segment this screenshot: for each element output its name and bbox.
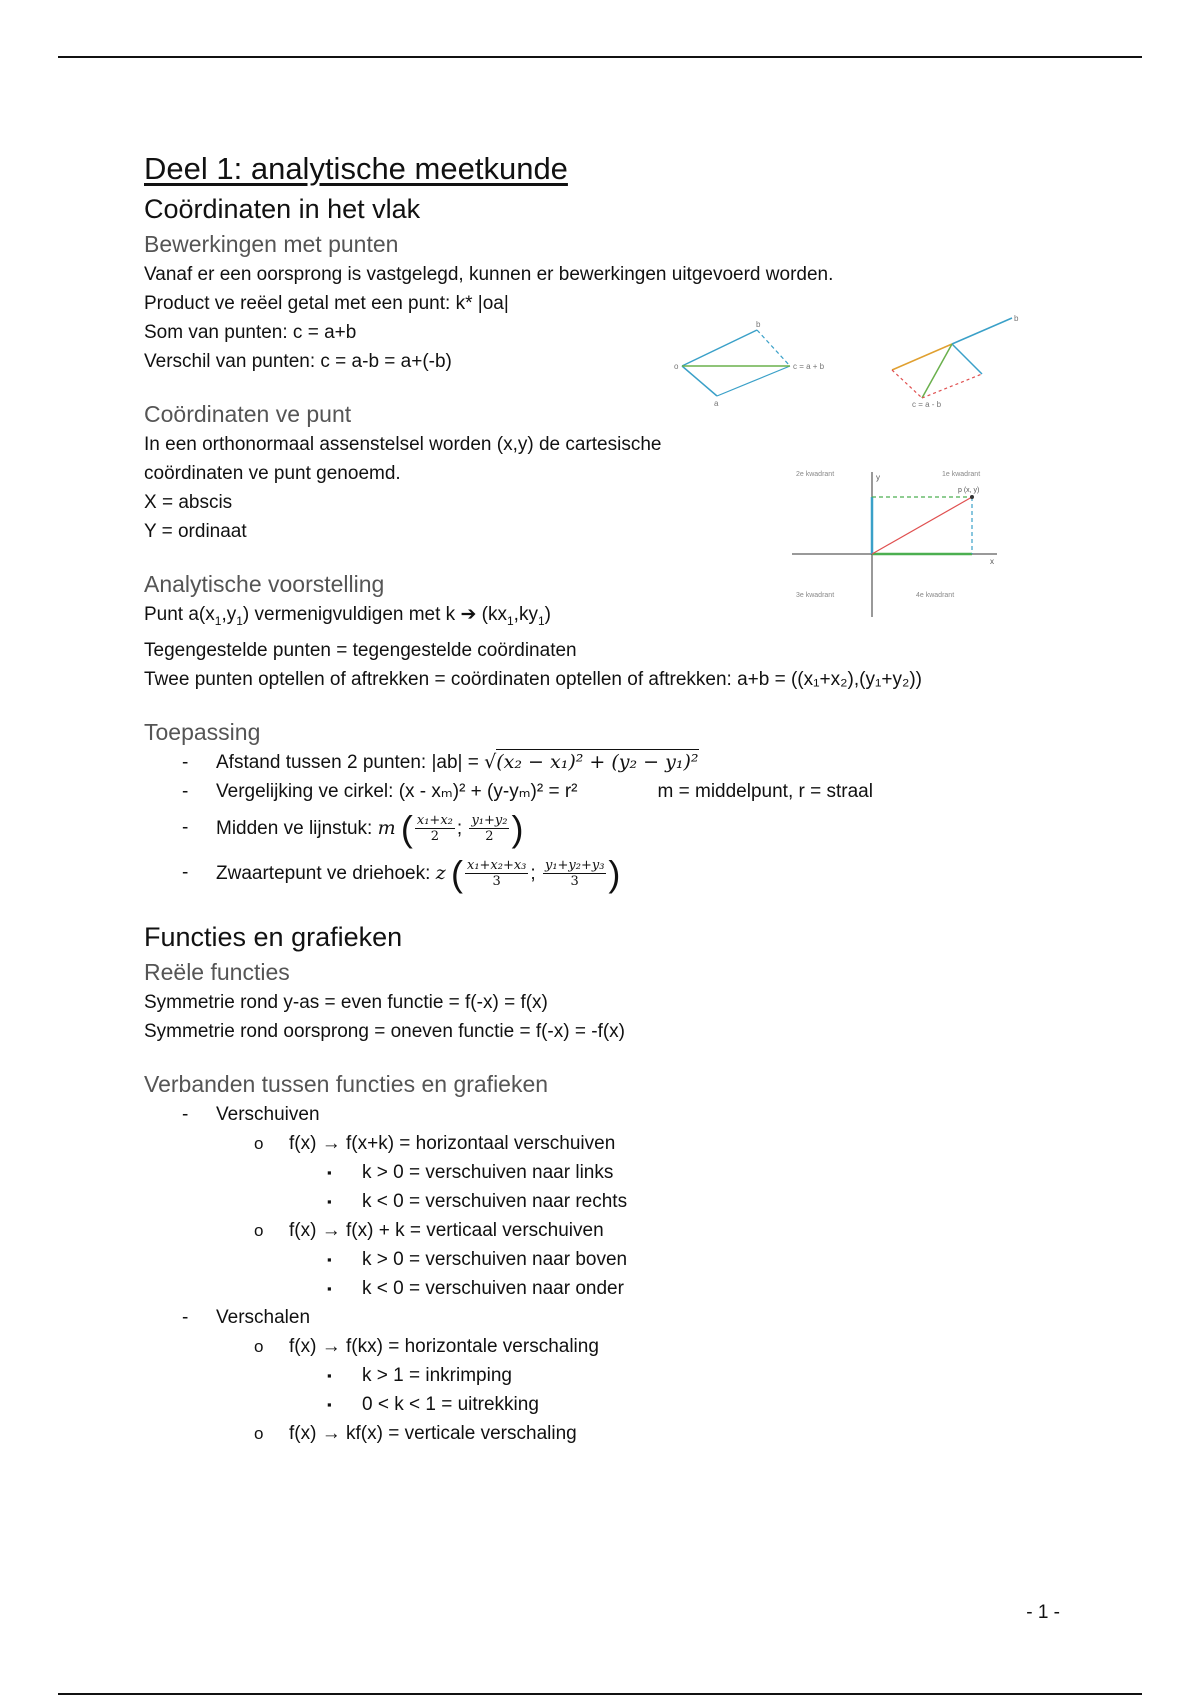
header-rule xyxy=(58,56,1142,58)
list-item-zwaartepunt: - Zwaartepunt ve driehoek: z ( $\frac{\text{x₁+x₂+x₃}}{3}$ ; $\frac{\text{y₁+y₂+y₃}}{3}$ ) xyxy=(144,851,1104,896)
text-line: Symmetrie rond y-as = even functie = f(-x) = f(x) xyxy=(144,991,548,1013)
dashed-line xyxy=(892,370,922,398)
fig-label: b xyxy=(1014,314,1019,323)
list-item: ▪ k < 0 = verschuiven naar onder xyxy=(144,1274,1104,1303)
list-item-afstand: - Afstand tussen 2 punten: |ab| = √(x₂ − x₁)² + (y₂ − y₁)² xyxy=(144,748,1104,777)
text-line: Twee punten optellen of aftrekken = coördinaten optellen of aftrekken: a+b = ((x₁+x₂),(y₁+y₂)) xyxy=(144,668,922,690)
text-line: In een orthonormaal assenstelsel worden (x,y) de cartesische xyxy=(144,434,662,455)
subheading-analytische-voorstelling: Analytische voorstelling xyxy=(144,571,385,597)
dashed-line xyxy=(922,374,982,398)
subheading-bewerkingen: Bewerkingen met punten xyxy=(144,231,399,257)
list-item: ▪ k > 0 = verschuiven naar links xyxy=(144,1158,1104,1187)
list-item: o f(x) → f(x+k) = horizontaal verschuiven xyxy=(144,1129,1104,1158)
subheading-reele-functies: Reële functies xyxy=(144,958,290,985)
text-line: Product ve reëel getal met een punt: k* |oa| xyxy=(144,293,509,314)
toepassing-list xyxy=(144,748,1104,896)
vector-line xyxy=(682,366,717,396)
fig-label: a xyxy=(714,399,719,408)
list-item: o f(x) → f(x) + k = verticaal verschuiven xyxy=(144,1216,1104,1245)
quadrant-label: 3e kwadrant xyxy=(796,592,835,599)
vector-line xyxy=(892,344,952,370)
vector-difference-figure xyxy=(882,312,1022,407)
list-item: ▪ k > 1 = inkrimping xyxy=(144,1361,1104,1390)
text-line: Vanaf er een oorsprong is vastgelegd, kunnen er bewerkingen uitgevoerd worden. xyxy=(144,264,834,285)
section-heading-coordinaten: Coördinaten in het vlak xyxy=(144,194,421,224)
point-label: p (x, y) xyxy=(958,487,980,494)
vector-line xyxy=(922,344,952,398)
axis-label: y xyxy=(876,473,880,482)
subheading-coordinaten-punt: Coördinaten ve punt xyxy=(144,401,352,427)
list-item: - Verschuiven xyxy=(144,1100,1104,1129)
position-vector xyxy=(872,497,972,554)
fig-label: o xyxy=(674,362,679,371)
text-line: X = abscis xyxy=(144,492,233,513)
text-line: Y = ordinaat xyxy=(144,521,247,542)
axis-label: x xyxy=(990,557,994,566)
vector-line xyxy=(717,366,790,396)
cartesian-figure xyxy=(792,462,1002,622)
text-line: coördinaten ve punt genoemd. xyxy=(144,463,401,484)
list-item: ▪ 0 < k < 1 = uitrekking xyxy=(144,1390,1104,1419)
doc-title: Deel 1: analytische meetkunde xyxy=(144,151,568,186)
text-line: Verschil van punten: c = a-b = a+(-b) xyxy=(144,351,452,372)
vector-sum-figure xyxy=(672,318,842,408)
quadrant-label: 1e kwadrant xyxy=(942,471,981,478)
list-item: o f(x) → kf(x) = verticale verschaling xyxy=(144,1419,1104,1448)
point-p xyxy=(970,495,974,499)
vector-line xyxy=(952,318,1012,344)
page-number: - 1 - xyxy=(1026,1602,1060,1623)
vector-line xyxy=(952,344,982,374)
vector-line xyxy=(682,330,757,366)
list-item: o f(x) → f(kx) = horizontale verschaling xyxy=(144,1332,1104,1361)
dashed-line xyxy=(757,330,790,366)
quadrant-label: 4e kwadrant xyxy=(916,592,955,599)
sqrt-formula: √(x₂ − x₁)² + (y₂ − y₁)² xyxy=(484,750,699,773)
footer-rule xyxy=(58,1693,1142,1695)
list-item-midden: - Midden ve lijnstuk: m ( $\frac{\text{x₁+x₂}}{2}$ ; $\frac{\text{y₁+y₂}}{2}$ ) xyxy=(144,806,1104,851)
text-line: Tegengestelde punten = tegengestelde coördinaten xyxy=(144,639,577,661)
subheading-verbanden: Verbanden tussen functies en grafieken xyxy=(144,1070,549,1097)
fig-label: b xyxy=(756,320,761,329)
text-line: Som van punten: c = a+b xyxy=(144,322,357,343)
text-line: Symmetrie rond oorsprong = oneven functie = f(-x) = -f(x) xyxy=(144,1020,626,1042)
fig-label: c = a - b xyxy=(912,400,942,407)
list-item: - Verschalen xyxy=(144,1303,1104,1332)
list-item: ▪ k > 0 = verschuiven naar boven xyxy=(144,1245,1104,1274)
text-line-punt-vermenigvuldigen: Punt $a(x_1,y_1)$ vermenigvuldigen met k ➔ $(kx_1,ky_1)$ xyxy=(144,604,551,628)
subheading-toepassing: Toepassing xyxy=(144,718,261,745)
section-heading-functies: Functies en grafieken xyxy=(144,921,403,952)
list-item-cirkel: - Vergelijking ve cirkel: (x - xₘ)² + (y-yₘ)² = r² m = middelpunt, r = straal xyxy=(144,777,1104,806)
fig-label: c = a + b xyxy=(793,362,825,371)
list-item: ▪ k < 0 = verschuiven naar rechts xyxy=(144,1187,1104,1216)
verbanden-list xyxy=(144,1100,1104,1448)
quadrant-label: 2e kwadrant xyxy=(796,471,835,478)
